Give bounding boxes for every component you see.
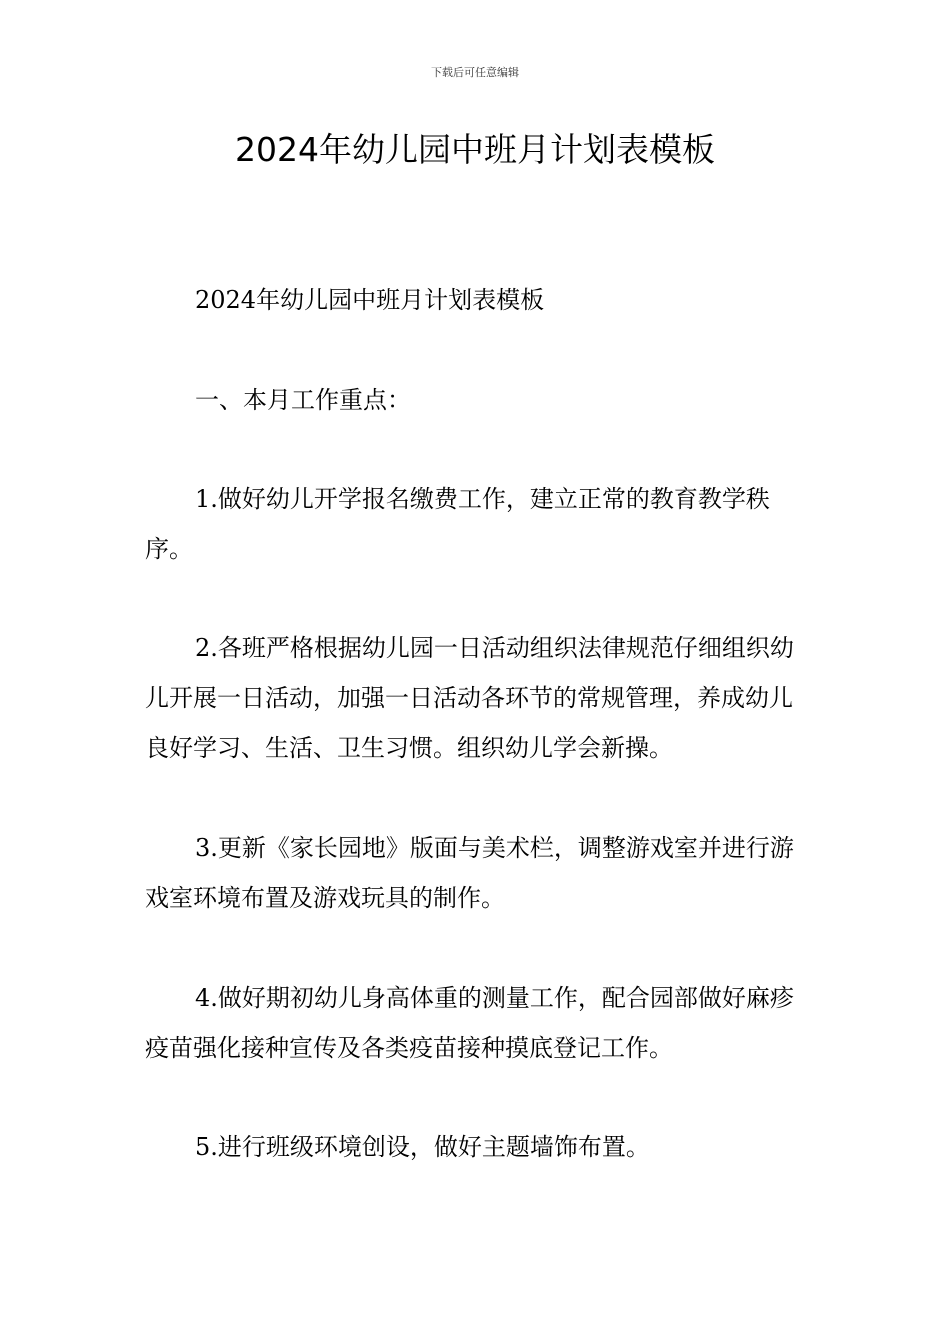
list-item-4: 4.做好期初幼儿身高体重的测量工作，配合园部做好麻疹疫苗强化接种宣传及各类疫苗接种摸底登记工作。 (145, 984, 794, 1062)
list-item-3: 3.更新《家长园地》版面与美术栏，调整游戏室并进行游戏室环境布置及游戏玩具的制作。 (145, 834, 794, 912)
document-title: 2024年幼儿园中班月计划表模板 (235, 130, 715, 169)
section-heading-work-focus: 一、本月工作重点： (195, 386, 411, 414)
list-item-5: 5.进行班级环境创设，做好主题墙饰布置。 (195, 1133, 650, 1161)
subtitle-paragraph: 2024年幼儿园中班月计划表模板 (195, 286, 545, 314)
header-note: 下载后可任意编辑 (431, 66, 519, 79)
list-item-2: 2.各班严格根据幼儿园一日活动组织法律规范仔细组织幼儿开展一日活动，加强一日活动各环节的常规管理，养成幼儿良好学习、生活、卫生习惯。组织幼儿学会新操。 (145, 634, 794, 762)
list-item-1: 1.做好幼儿开学报名缴费工作，建立正常的教育教学秩序。 (145, 485, 770, 563)
